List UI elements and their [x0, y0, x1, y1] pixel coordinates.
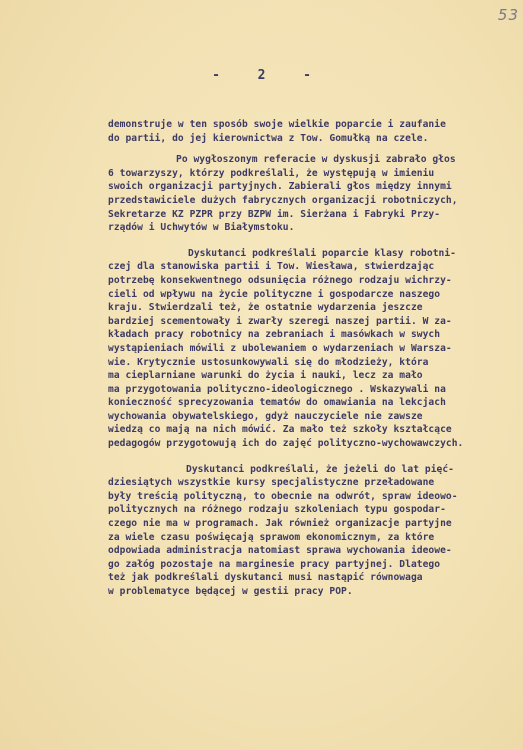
text-line: konieczność sprecyzowania tematów do omawiania na lekcjach: [108, 397, 446, 409]
text-line: demonstruje w ten sposób swoje wielkie poparcie i zaufanie: [108, 119, 446, 130]
text-line: kraju. Stwierdzali też, że ostatnie wydarzenia jeszcze: [108, 302, 423, 314]
page-number-right-dash: -: [303, 68, 311, 83]
archive-folio-number: 53: [497, 6, 519, 24]
text-line: dziesiątych wszystkie kursy specjalistyczne przeładowane: [108, 477, 435, 489]
text-line: ma przygotowania polityczno-ideologicznego . Wskazywali na: [108, 383, 446, 395]
text-line: kładach pracy robotnicy na zebraniach i masówkach w swych: [108, 329, 441, 341]
document-body: [108, 118, 516, 599]
text-line: Po wygłoszonym referacie w dyskusji zabrało głos: [176, 154, 456, 166]
text-line: w problematyce będącej w gestii pracy POP.: [108, 586, 353, 597]
text-line: wiedzą co mają na nich mówić. Za mało też szkoły kształcące: [108, 424, 452, 436]
text-line: swoich organizacji partyjnych. Zabierali głos między innymi: [108, 181, 452, 193]
page-number: [0, 68, 523, 83]
text-line: cieli od wpływu na życie polityczne i gospodarcze naszego: [108, 288, 441, 300]
text-line: Sekretarze KZ PZPR przy BZPW im. Sierżana i Fabryki Przy-: [108, 208, 441, 220]
text-line: Dyskutanci podkreślali, że jeżeli do lat pięć-: [186, 463, 454, 475]
text-line: za wiele czasu poświęcają sprawom ekonomicznym, za które: [108, 531, 435, 543]
text-line: czego nie ma w programach. Jak również organizacje partyjne: [108, 518, 452, 530]
text-line: wystąpieniach mówili z ubolewaniem o wydarzeniach w Warsza-: [108, 342, 452, 354]
text-line: do partii, do jej kierownictwa z Tow. Gomułką na czele.: [108, 132, 429, 144]
text-line: wie. Krytycznie ustosunkowywali się do młodzieży, która: [108, 356, 429, 368]
text-line: rządów i Uchwytów w Białymstoku.: [108, 222, 295, 234]
text-line: politycznych na różnego rodzaju szkoleniach typu gospodar-: [108, 504, 446, 516]
text-line: też jak podkreślali dyskutanci musi nastąpić równowaga: [108, 572, 423, 584]
text-line: go załóg pozostaje na marginesie pracy partyjnej. Dlatego: [108, 558, 441, 570]
text-line: czej dla stanowiska partii i Tow. Wiesława, stwierdzając: [108, 261, 435, 273]
text-line: ma cieplarniane warunki do życia i nauki, lecz za mało: [108, 370, 423, 382]
text-line: wychowania obywatelskiego, gdyż nauczyciele nie zawsze: [108, 410, 423, 422]
paragraph: [108, 118, 516, 145]
paragraph: [108, 463, 516, 599]
text-line: przedstawiciele dużych fabrycznych organizacji robotniczych,: [108, 194, 458, 206]
text-line: 6 towarzyszy, którzy podkreślali, że występują w imieniu: [108, 167, 435, 179]
paragraph: [108, 247, 516, 451]
paragraph: [108, 153, 516, 235]
text-line: potrzebę konsekwentnego odsunięcia różnego rodzaju wichrzy-: [108, 274, 452, 286]
text-line: były treścią polityczną, to obecnie na odwrót, spraw ideowo-: [108, 490, 458, 502]
page-number-left-dash: -: [212, 68, 220, 83]
text-line: Dyskutanci podkreślali poparcie klasy robotni-: [188, 247, 456, 259]
text-line: bardziej scementowały i zwarły szeregi naszej partii. W za-: [108, 315, 452, 327]
page-number-value: 2: [257, 68, 266, 83]
text-line: odpowiada administracja natomiast sprawa wychowania ideowe-: [108, 545, 452, 557]
text-line: pedagogów przygotowują ich do zajęć polityczno-wychowawczych.: [108, 438, 464, 450]
